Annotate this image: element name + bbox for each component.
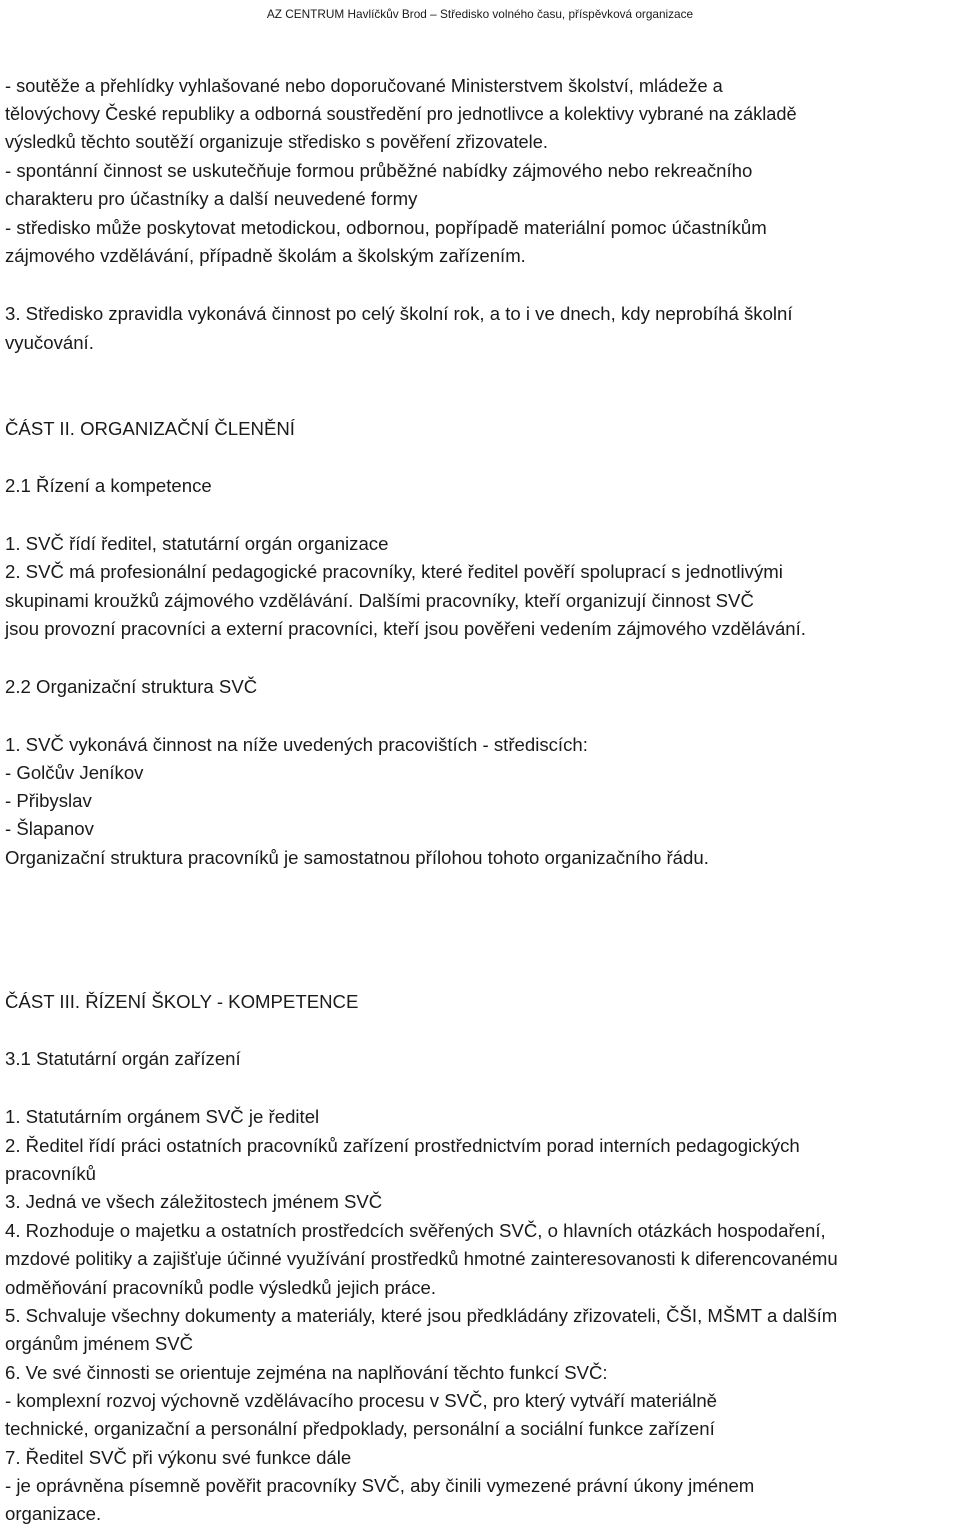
text-line: 1. SVČ řídí ředitel, statutární orgán organizace [5,533,389,554]
list-item: - je oprávněna písemně pověřit pracovníky SVČ, aby činili vymezené právní úkony jménem [5,1475,755,1496]
page-header: AZ CENTRUM Havlíčkův Brod – Středisko volného času, příspěvková organizace [266,7,694,21]
text-line: 3. Středisko zpravidla vykonává činnost po celý školní rok, a to i ve dnech, kdy neprobíhá školní [5,303,793,324]
text-line: zájmového vzdělávání, případně školám a školským zařízením. [5,245,526,266]
list-item: - komplexní rozvoj výchovně vzdělávacího procesu v SVČ, pro který vytváří materiálně [5,1390,718,1411]
text-line: 2. SVČ má profesionální pedagogické pracovníky, které ředitel pověří spoluprací s jednotlivými [5,561,783,582]
text-line: orgánům jménem SVČ [5,1333,194,1354]
section-heading: ČÁST II. ORGANIZAČNÍ ČLENĚNÍ [5,418,295,439]
text-line: - soutěže a přehlídky vyhlašované nebo doporučované Ministerstvem školství, mládeže a [5,76,723,96]
text-line: 3. Jedná ve všech záležitostech jménem SVČ [5,1191,383,1212]
text-line: Organizační struktura pracovníků je samostatnou přílohou tohoto organizačního řádu. [5,847,709,868]
list-item: - Šlapanov [5,818,94,839]
text-line: 2. Ředitel řídí práci ostatních pracovníků zařízení prostřednictvím porad interních pedagogických [5,1135,800,1156]
text-line: 5. Schvaluje všechny dokumenty a materiály, které jsou předkládány zřizovateli, ČŠI, MŠMT a dalším [5,1305,838,1326]
text-line: mzdové politiky a zajišťuje účinné využívání prostředků hmotné zainteresovanosti k diferencovanému [5,1248,838,1269]
subsection-heading: 2.2 Organizační struktura SVČ [5,676,258,697]
subsection-heading: 3.1 Statutární orgán zařízení [5,1048,241,1069]
text-line: 1. Statutárním orgánem SVČ je ředitel [5,1106,320,1127]
text-line: vyučování. [5,332,94,353]
text-line: 7. Ředitel SVČ při výkonu své funkce dále [5,1447,352,1468]
text-line: 4. Rozhoduje o majetku a ostatních prostředcích svěřených SVČ, o hlavních otázkách hospodaření, [5,1220,826,1241]
text-line: 6. Ve své činnosti se orientuje zejména na naplňování těchto funkcí SVČ: [5,1362,608,1383]
list-item: - Golčův Jeníkov [5,762,144,783]
text-line: odměňování pracovníků podle výsledků jejich práce. [5,1277,437,1298]
section-heading: ČÁST III. ŘÍZENÍ ŠKOLY - KOMPETENCE [5,991,359,1012]
text-line: skupinami kroužků zájmového vzdělávání. Dalšími pracovníky, kteří organizují činnost SVČ [5,590,754,611]
text-line: výsledků těchto soutěží organizuje středisko s pověření zřizovatele. [5,132,548,152]
subsection-heading: 2.1 Řízení a kompetence [5,475,212,496]
text-line: organizace. [5,1503,102,1524]
text-line: - středisko může poskytovat metodickou, odbornou, popřípadě materiální pomoc účastníkům [5,217,767,238]
text-line: tělovýchovy České republiky a odborná soustředění pro jednotlivce a kolektivy vybrané na základě [5,104,797,124]
text-line: 1. SVČ vykonává činnost na níže uvedených pracovištích - střediscích: [5,734,588,755]
text-line: jsou provozní pracovníci a externí pracovníci, kteří jsou pověřeni vedením zájmového vzdělávání. [5,618,806,639]
text-line: technické, organizační a personální předpoklady, personální a sociální funkce zařízení [5,1418,715,1439]
list-item: - Přibyslav [5,790,92,811]
text-line: - spontánní činnost se uskutečňuje formou průběžné nabídky zájmového nebo rekreačního [5,160,753,181]
text-line: charakteru pro účastníky a další neuvedené formy [5,188,418,209]
text-line: pracovníků [5,1163,96,1184]
